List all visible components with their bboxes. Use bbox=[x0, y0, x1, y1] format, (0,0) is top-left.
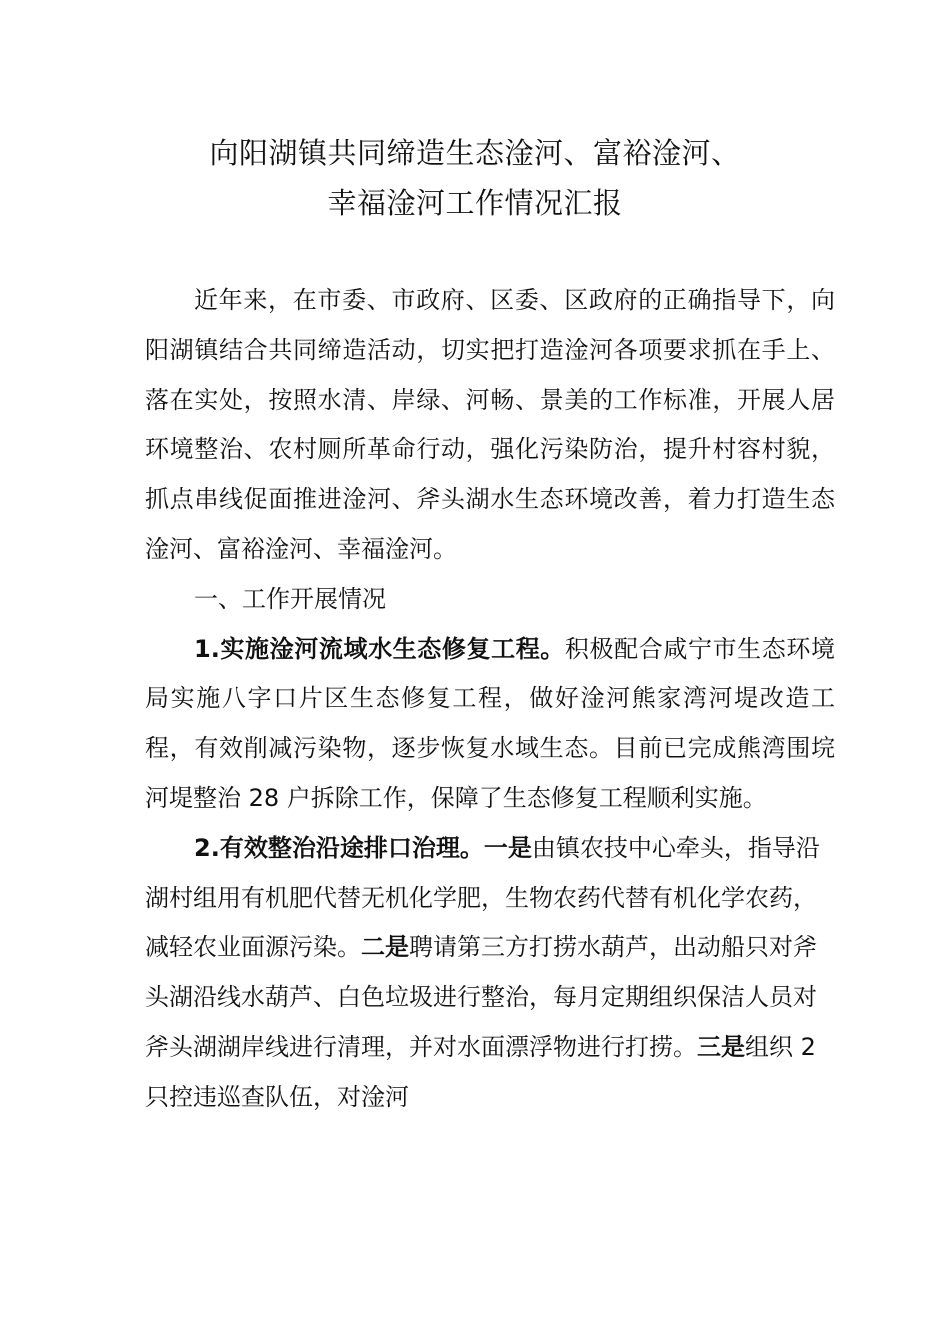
item-2-marker-3: 三是 bbox=[697, 1032, 745, 1061]
item-2-marker-1: 一是 bbox=[483, 833, 532, 862]
section-heading-1 bbox=[145, 575, 835, 625]
item-2-marker-2: 二是 bbox=[361, 933, 409, 962]
item-2-lead: 2.有效整治沿途排口治理。 bbox=[194, 833, 484, 862]
document-title-line-2: 幸福淦河工作情况汇报 bbox=[327, 186, 623, 220]
item-2-text-3: 组织 2 只控违巡查队伍，对淦河 bbox=[145, 1032, 816, 1111]
item-2-text-1: 由镇农技中心牵头，指导沿湖村组用有机肥代替无机化学肥，生物农药代替有机化学农药，减轻农业面源污染。 bbox=[145, 833, 820, 962]
item-1-text: 积极配合咸宁市生态环境局实施八字口片区生态修复工程，做好淦河熊家湾河堤改造工程，有效削减污染物，逐步恢复水域生态。目前已完成熊湾围垸河堤整治 28 户拆除工作，保障了生态修复工程顺利实施。 bbox=[145, 634, 835, 812]
document-body bbox=[145, 276, 835, 1123]
intro-paragraph bbox=[145, 276, 835, 575]
section-heading-1-text: 一、工作开展情况 bbox=[194, 584, 386, 613]
item-2-paragraph bbox=[145, 824, 835, 1123]
item-1-paragraph bbox=[145, 625, 835, 824]
document-title-line-1: 向阳湖镇共同缔造生态淦河、富裕淦河、 bbox=[209, 136, 741, 170]
item-1-lead: 1.实施淦河流域水生态修复工程。 bbox=[194, 634, 565, 663]
intro-text: 近年来，在市委、市政府、区委、区政府的正确指导下，向阳湖镇结合共同缔造活动，切实把打造淦河各项要求抓在手上、落在实处，按照水清、岸绿、河畅、景美的工作标准，开展人居环境整治、农村厕所革命行动，强化污染防治，提升村容村貌，抓点串线促面推进淦河、斧头湖水生态环境改善，着力打造生态淦河、富裕淦河、幸福淦河。 bbox=[145, 286, 835, 563]
item-2-text-2: 聘请第三方打捞水葫芦，出动船只对斧头湖沿线水葫芦、白色垃圾进行整治，每月定期组织保洁人员对斧头湖湖岸线进行清理，并对水面漂浮物进行打捞。 bbox=[145, 933, 817, 1061]
